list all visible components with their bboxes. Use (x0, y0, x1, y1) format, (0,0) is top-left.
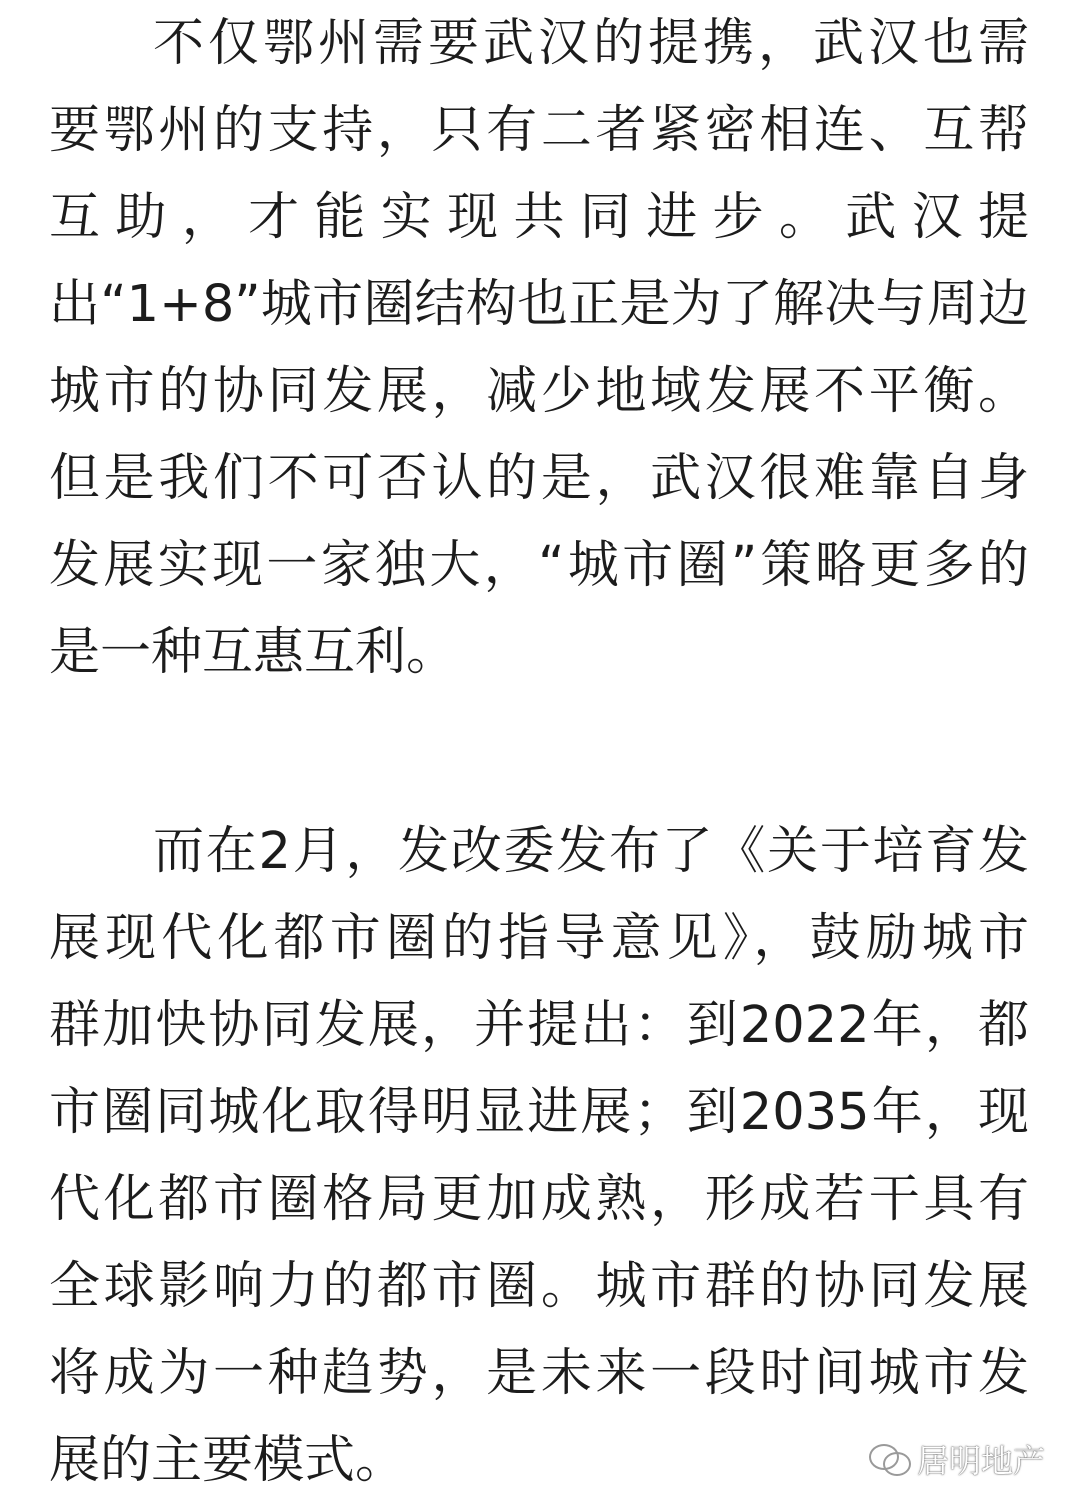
paragraph-line: 市圈同城化取得明显进展；到2035年，现 (49, 1083, 1029, 1142)
paragraph-line: 不仅鄂州需要武汉的提携，武汉也需 (153, 14, 1029, 73)
paragraph-line: 全球影响力的都市圈。城市群的协同发展 (49, 1257, 1029, 1316)
paragraph-line: 出“1+8”城市圈结构也正是为了解决与周边 (49, 275, 1029, 334)
paragraph-line: 将成为一种趋势，是未来一段时间城市发 (49, 1344, 1029, 1403)
source-watermark (869, 1435, 1045, 1483)
paragraph-line: 展的主要模式。 (49, 1431, 407, 1490)
wechat-icon (869, 1444, 909, 1474)
paragraph-line: 群加快协同发展，并提出：到2022年，都 (49, 996, 1029, 1055)
paragraph-line: 城市的协同发展，减少地域发展不平衡。 (49, 362, 1029, 421)
paragraph-line: 但是我们不可否认的是，武汉很难靠自身 (49, 449, 1029, 508)
watermark-label: 居明地产 (916, 1442, 1045, 1480)
paragraph-line: 是一种互惠互利。 (49, 623, 458, 682)
paragraph-line: 发展实现一家独大，“城市圈”策略更多的 (49, 536, 1029, 595)
paragraph-line: 展现代化都市圈的指导意见》，鼓励城市 (49, 909, 1029, 968)
paragraph-line: 互助，才能实现共同进步。武汉提 (49, 188, 1029, 247)
paragraph-line: 而在2月，发改委发布了《关于培育发 (153, 822, 1029, 881)
paragraph-line: 要鄂州的支持，只有二者紧密相连、互帮 (49, 101, 1029, 160)
paragraph-line: 代化都市圈格局更加成熟，形成若干具有 (49, 1170, 1029, 1229)
